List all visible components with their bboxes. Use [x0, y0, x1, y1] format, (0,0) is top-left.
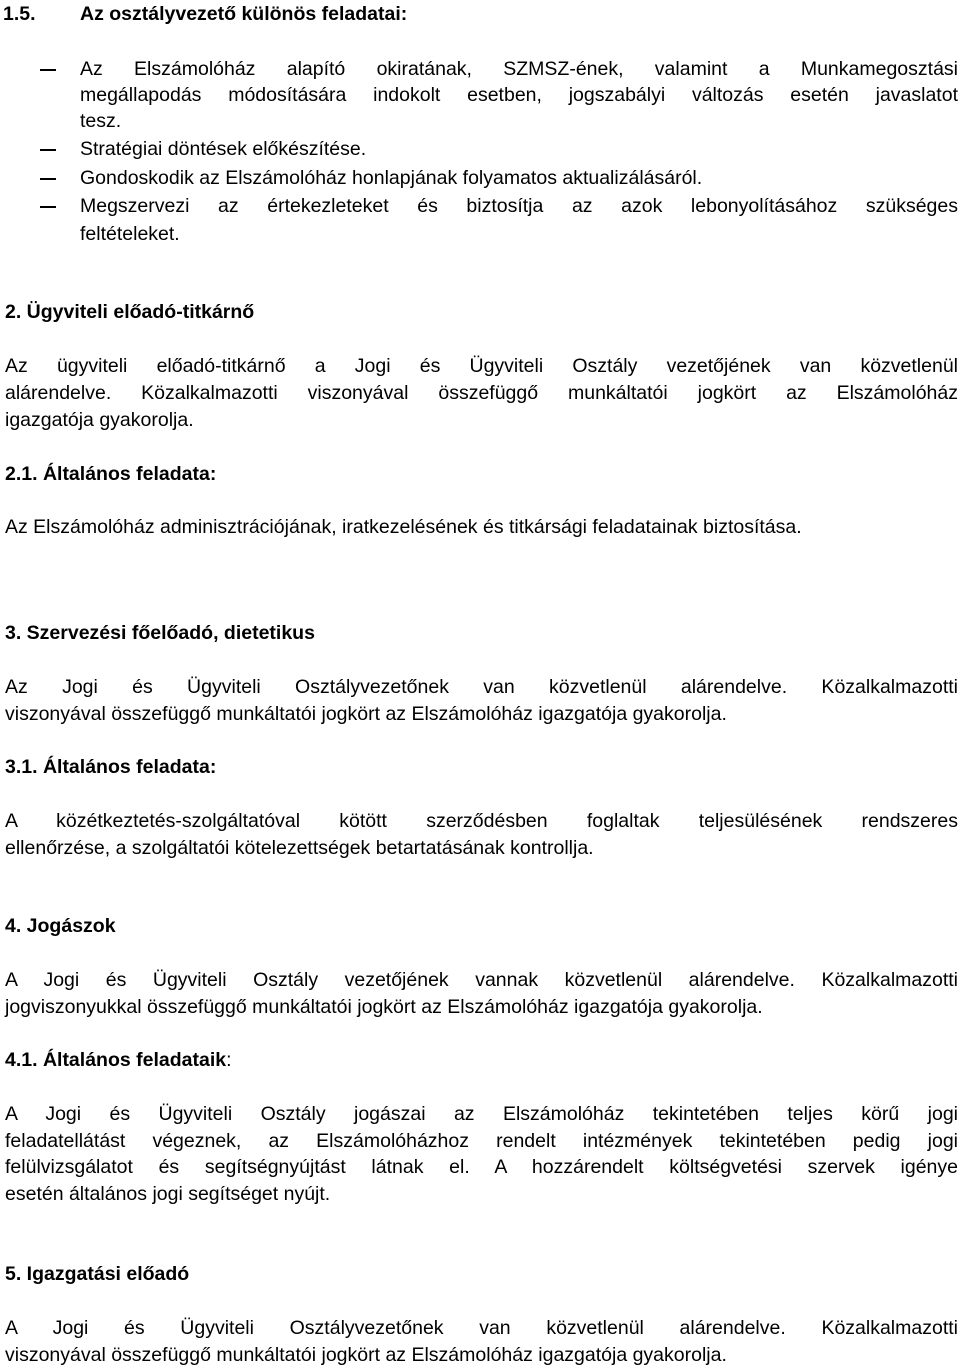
section-4-1-para-line-3: felülvizsgálatot és segítségnyújtást látnak el. A hozzárendelt költségvetési szervek igénye	[5, 1156, 958, 1178]
bullet-1-line-1: Az Elszámolóház alapító okiratának, SZMSZ-ének, valamint a Munkamegosztási	[80, 58, 958, 80]
section-4-1-para-line-4: esetén általános jogi segítséget nyújt.	[5, 1183, 331, 1205]
bullet-1-line-2: megállapodás módosítására indokolt esetben, jogszabályi változás esetén javaslatot	[80, 84, 958, 106]
bullet-dash-icon	[40, 69, 56, 71]
section-1-5-title: Az osztályvezető különös feladatai:	[80, 3, 408, 25]
bullet-3-line-1: Gondoskodik az Elszámolóház honlapjának folyamatos aktualizálásáról.	[80, 167, 703, 189]
bullet-dash-icon	[40, 178, 56, 180]
section-3-heading: 3. Szervezési főelőadó, dietetikus	[5, 622, 315, 644]
section-2-para-line-2: alárendelve. Közalkalmazotti viszonyával összefüggő munkáltatói jogkört az Elszámolóház	[5, 382, 958, 404]
section-4-1-para-line-1: A Jogi és Ügyviteli Osztály jogászai az Elszámolóház tekintetében teljes körű jogi	[5, 1103, 958, 1125]
bullet-dash-icon	[40, 206, 56, 208]
bullet-1-line-3: tesz.	[80, 110, 122, 132]
section-5-heading: 5. Igazgatási előadó	[5, 1263, 190, 1285]
section-4-1-para-line-2: feladatellátást végeznek, az Elszámolóházhoz rendelt intézmények tekintetében pedig jogi	[5, 1130, 958, 1152]
section-3-1-para-line-2: ellenőrzése, a szolgáltatói kötelezettségek betartatásának kontrollja.	[5, 837, 594, 859]
section-4-1-heading-colon: :	[226, 1049, 232, 1071]
section-2-heading: 2. Ügyviteli előadó-titkárnő	[5, 301, 255, 323]
section-2-1-heading: 2.1. Általános feladata:	[5, 463, 217, 485]
section-2-1-para: Az Elszámolóház adminisztrációjának, iratkezelésének és titkársági feladatainak biztosítása.	[5, 516, 802, 538]
section-4-para-line-2: jogviszonyukkal összefüggő munkáltatói jogkört az Elszámolóház igazgatója gyakorolja.	[5, 996, 763, 1018]
bullet-2-line-1: Stratégiai döntések előkészítése.	[80, 138, 367, 160]
section-4-para-line-1: A Jogi és Ügyviteli Osztály vezetőjének vannak közvetlenül alárendelve. Közalkalmazotti	[5, 969, 958, 991]
bullet-4-line-2: feltételeket.	[80, 223, 180, 245]
bullet-4-line-1: Megszervezi az értekezleteket és biztosítja az azok lebonyolításához szükséges	[80, 195, 958, 217]
section-3-1-para-line-1: A közétkeztetés-szolgáltatóval kötött szerződésben foglaltak teljesülésének rendszeres	[5, 810, 958, 832]
section-4-1-heading	[5, 1047, 232, 1073]
section-5-para-line-2: viszonyával összefüggő munkáltatói jogkört az Elszámolóház igazgatója gyakorolja.	[5, 1344, 727, 1366]
section-3-para-line-2: viszonyával összefüggő munkáltatói jogkört az Elszámolóház igazgatója gyakorolja.	[5, 703, 727, 725]
section-3-1-heading: 3.1. Általános feladata:	[5, 756, 217, 778]
section-4-heading: 4. Jogászok	[5, 915, 116, 937]
bullet-dash-icon	[40, 149, 56, 151]
section-2-para-line-3: igazgatója gyakorolja.	[5, 409, 194, 431]
section-1-5-number: 1.5.	[3, 3, 36, 25]
section-4-1-heading-text: 4.1. Általános feladataik	[5, 1049, 227, 1071]
section-5-para-line-1: A Jogi és Ügyviteli Osztályvezetőnek van közvetlenül alárendelve. Közalkalmazotti	[5, 1317, 958, 1339]
section-3-para-line-1: Az Jogi és Ügyviteli Osztályvezetőnek van közvetlenül alárendelve. Közalkalmazotti	[5, 676, 958, 698]
section-2-para-line-1: Az ügyviteli előadó-titkárnő a Jogi és Ügyviteli Osztály vezetőjének van közvetlenül	[5, 355, 958, 377]
